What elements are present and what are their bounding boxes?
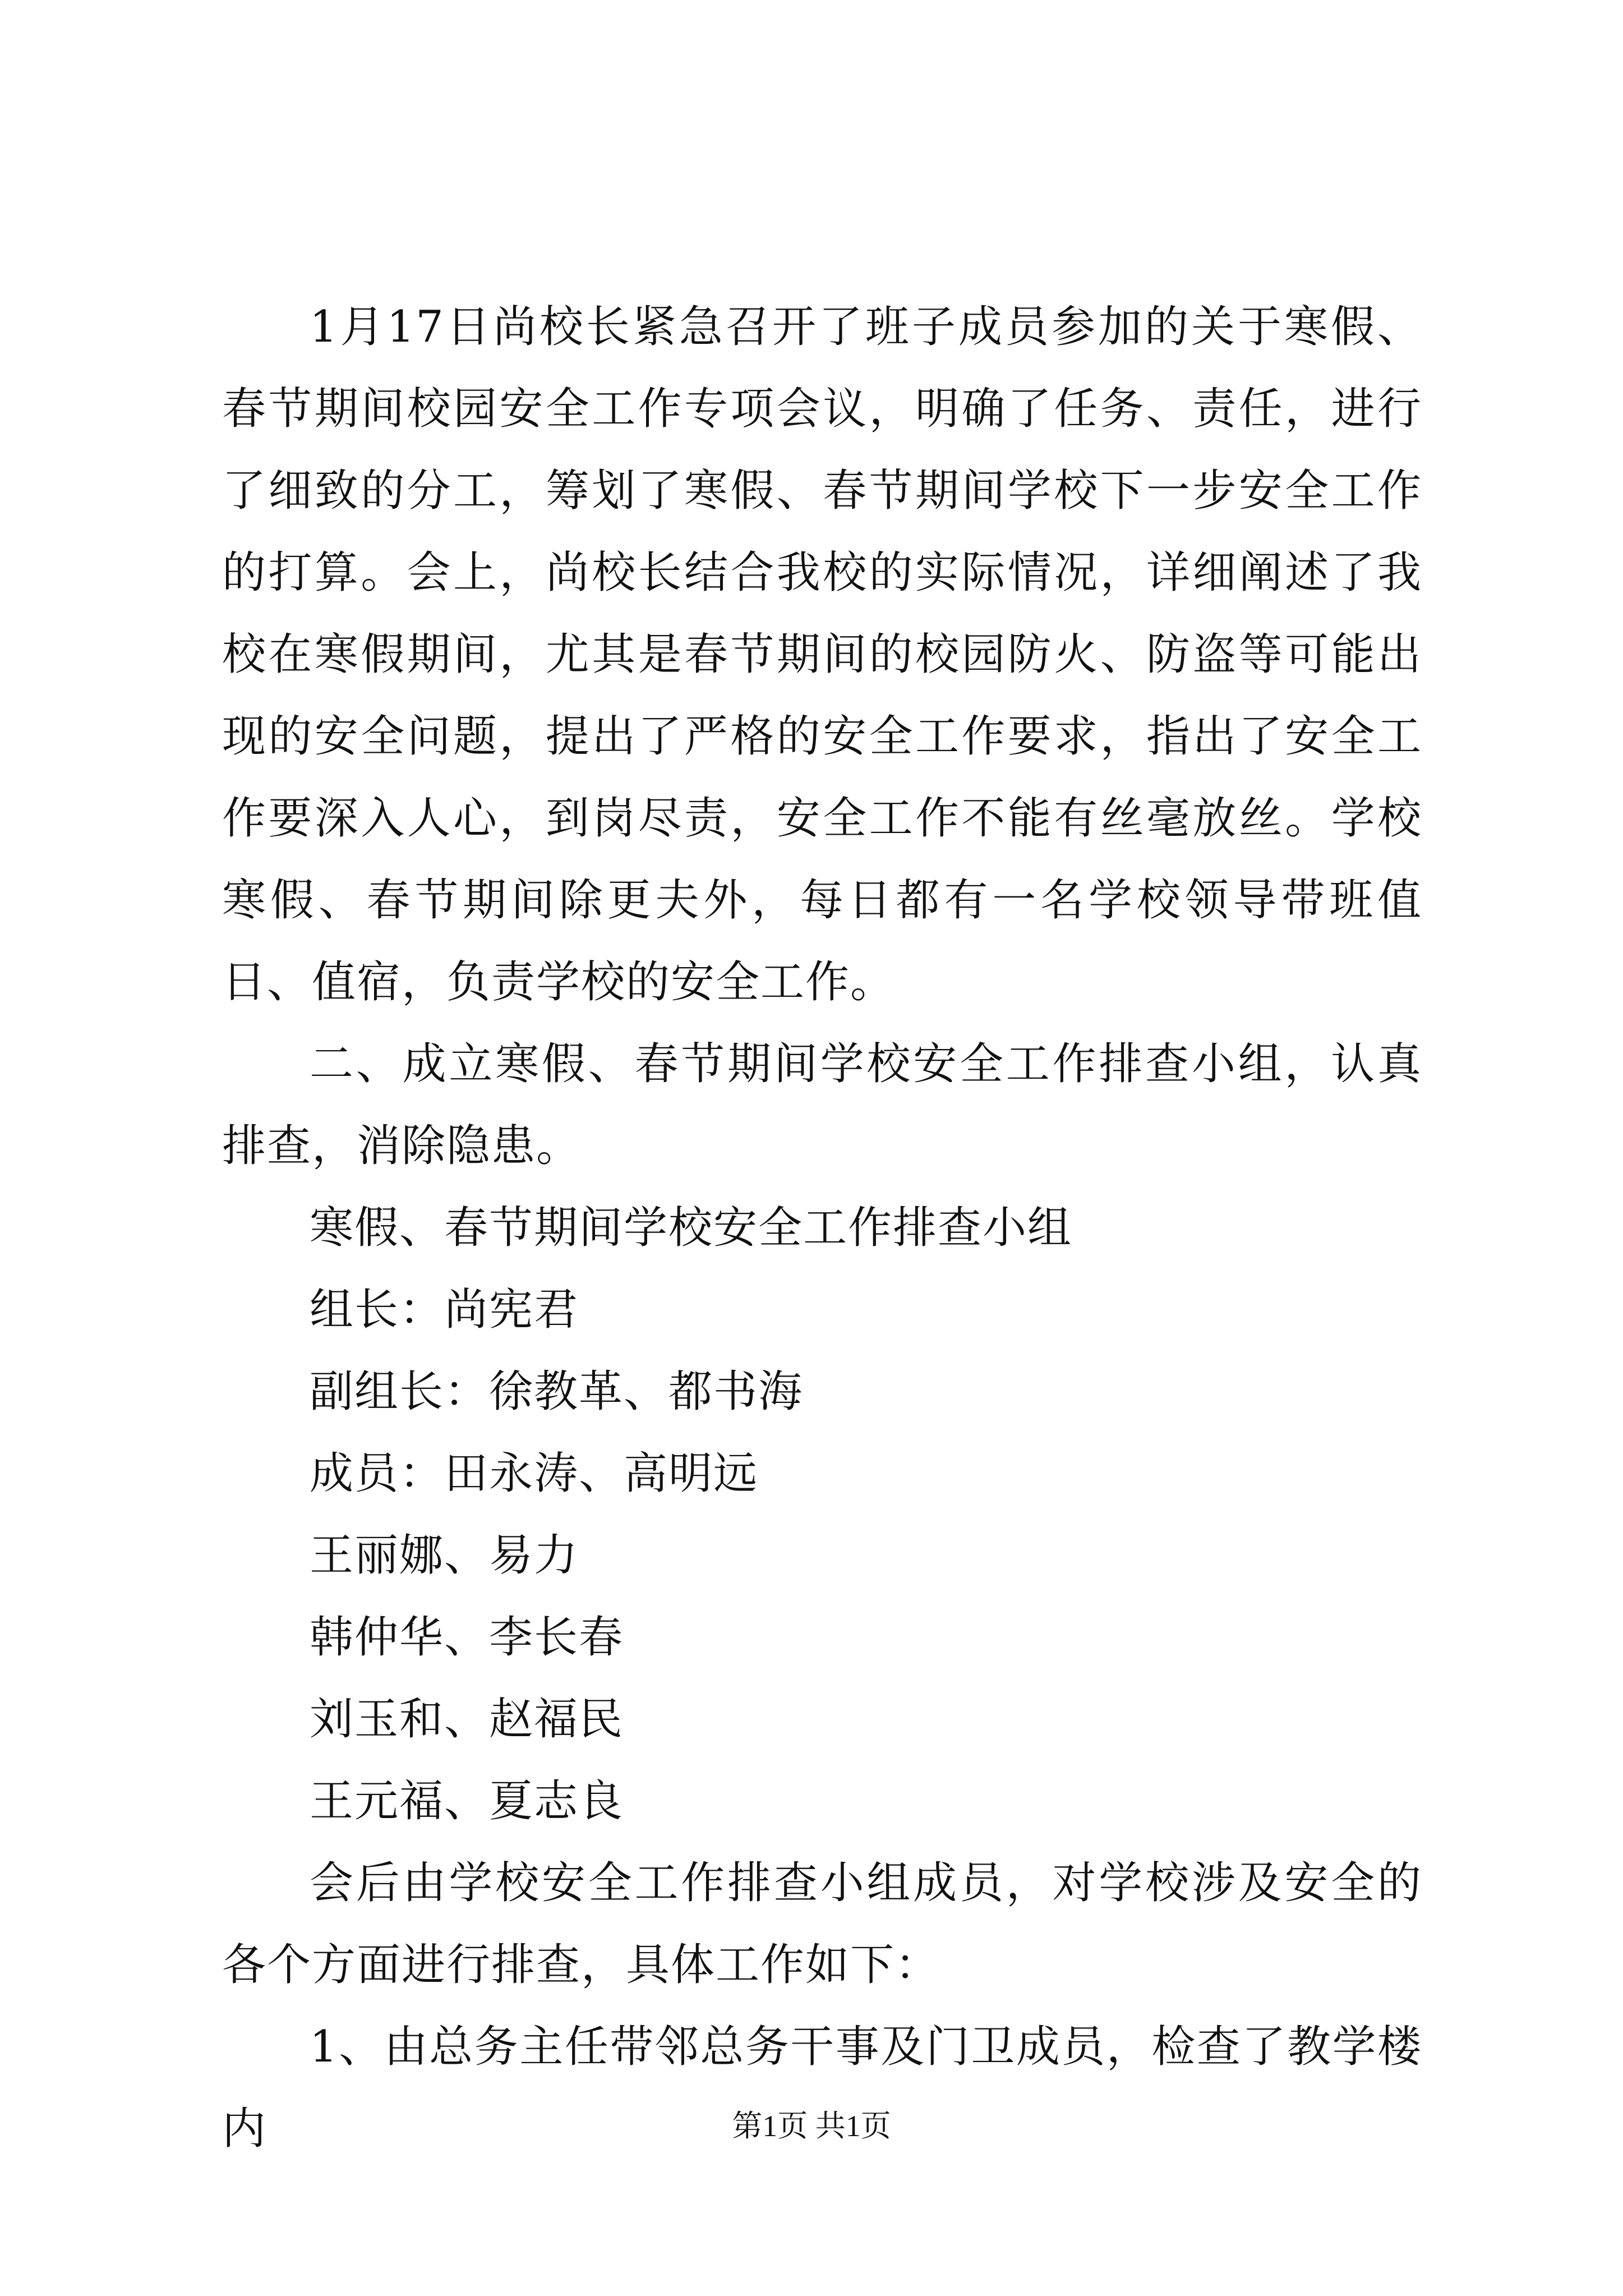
paragraph-after-meeting: 会后由学校安全工作排查小组成员，对学校涉及安全的各个方面进行排查，具体工作如下： — [222, 1858, 1422, 1990]
paragraph-item-one: 1、由总务主任带邻总务干事及门卫成员，检查了教学楼内 — [222, 2022, 1422, 2154]
group-members-line: 刘玉和、赵福民 — [310, 1694, 624, 1745]
group-members-line: 韩仲华、李长春 — [310, 1612, 624, 1663]
group-members-line: 成员：田永涛、高明远 — [310, 1448, 759, 1499]
group-members-line: 王丽娜、易力 — [310, 1530, 579, 1581]
document-body — [222, 286, 1422, 2170]
group-leader: 组长：尚宪君 — [310, 1285, 579, 1335]
page-footer: 第1页 共1页 — [732, 2109, 891, 2143]
paragraph-meeting: 1月17日尚校长紧急召开了班子成员参加的关于寒假、春节期间校园安全工作专项会议，明确了任务、责任，进行了细致的分工，筹划了寒假、春节期间学校下一步安全工作的打算。会上，尚校长结合我校的实际情况，详细阐述了我校在寒假期间，尤其是春节期间的校园防火、防盗等可能出现的安全问题，提出了严格的安全工作要求，指出了安全工作要深入人心，到岗尽责，安全工作不能有丝毫放丝。学校寒假、春节期间除更夫外，每日都有一名学校领导带班值日、值宿，负责学校的安全工作。 — [222, 302, 1422, 1007]
group-members-line: 王元福、夏志良 — [310, 1776, 624, 1826]
group-title: 寒假、春节期间学校安全工作排查小组 — [310, 1203, 1073, 1253]
group-vice-leader: 副组长：徐教革、都书海 — [310, 1366, 804, 1417]
paragraph-section-two: 二、成立寒假、春节期间学校安全工作排查小组，认真排查，消除隐患。 — [222, 1039, 1422, 1171]
